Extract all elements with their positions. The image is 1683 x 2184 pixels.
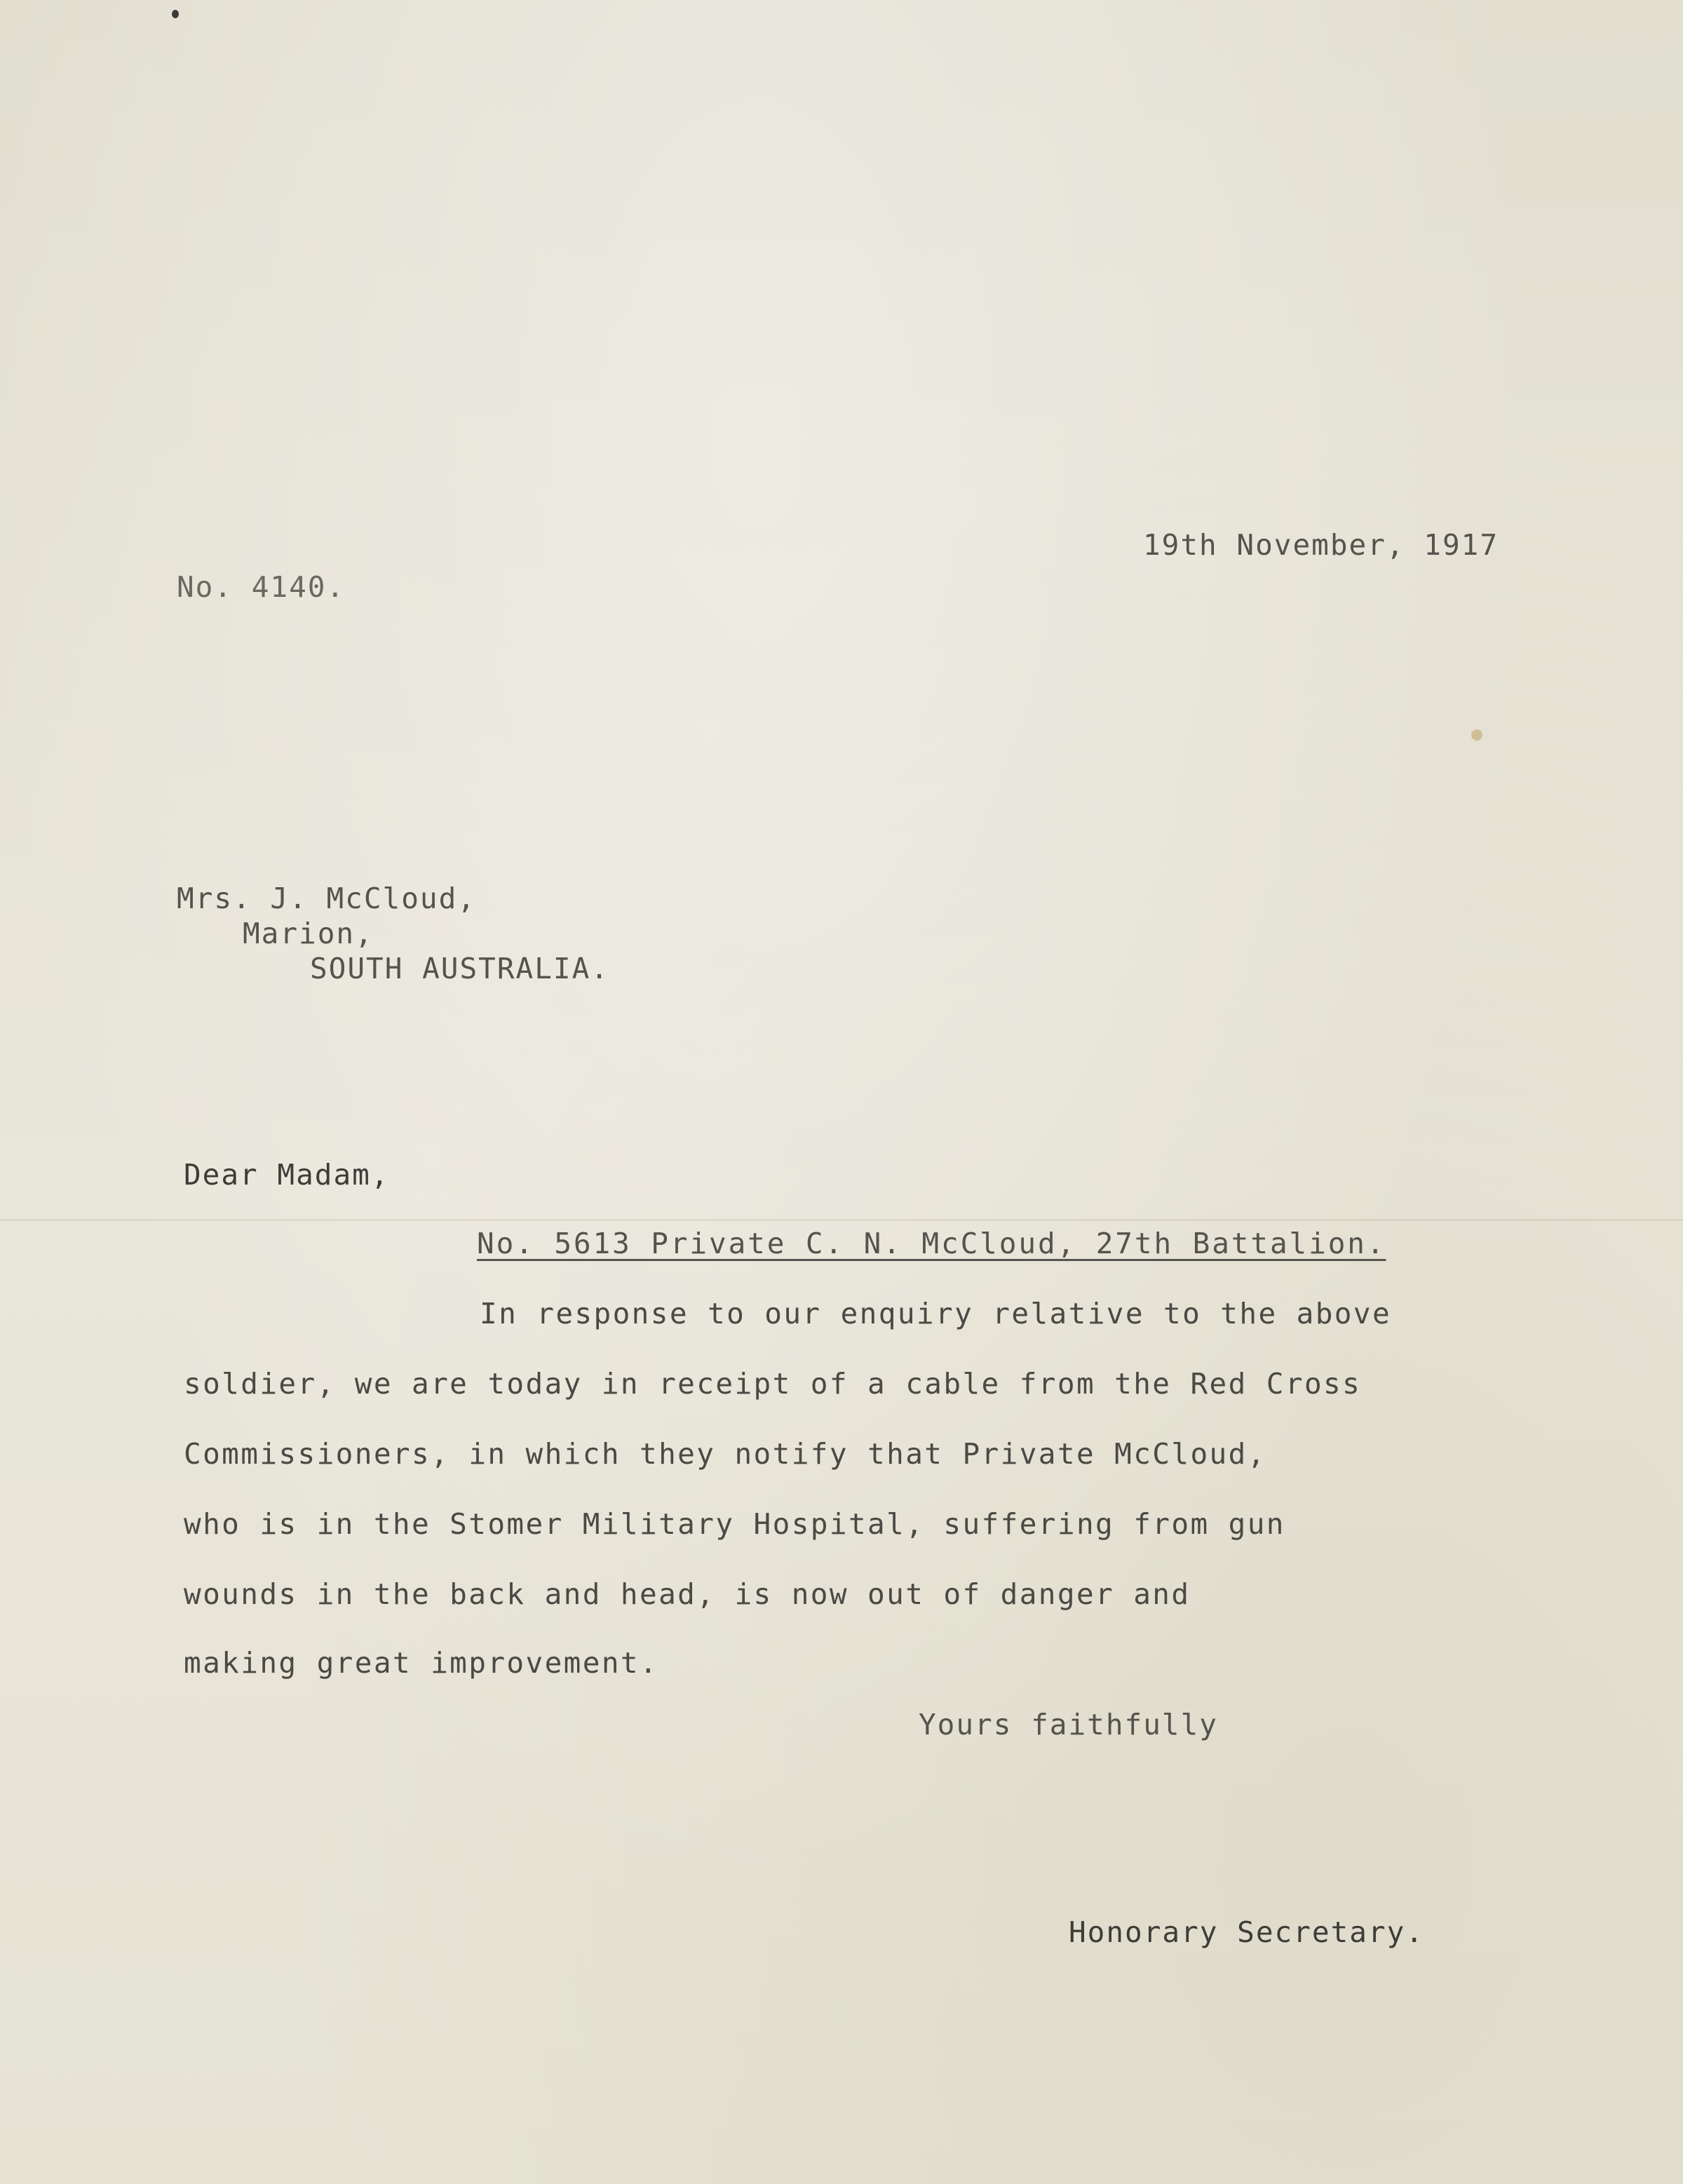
- closing: Yours faithfully: [919, 1708, 1218, 1741]
- body-line-3: Commissioners, in which they notify that Private McCloud,: [184, 1437, 1266, 1471]
- address-line-name: Mrs. J. McCloud,: [177, 882, 476, 915]
- salutation: Dear Madam,: [184, 1158, 390, 1192]
- body-line-6: making great improvement.: [184, 1646, 659, 1680]
- body-line-2: soldier, we are today in receipt of a cable from the Red Cross: [184, 1367, 1362, 1401]
- letter-date: 19th November, 1917: [1143, 528, 1499, 562]
- signature-title: Honorary Secretary.: [1069, 1915, 1424, 1949]
- subject-line: No. 5613 Private C. N. McCloud, 27th Battalion.: [477, 1227, 1386, 1260]
- body-line-5: wounds in the back and head, is now out of danger and: [184, 1577, 1191, 1611]
- address-line-state: SOUTH AUSTRALIA.: [310, 952, 609, 985]
- body-line-1: In response to our enquiry relative to the above: [480, 1297, 1392, 1330]
- ink-speck: [172, 10, 179, 18]
- reference-number: No. 4140.: [177, 570, 346, 604]
- body-line-4: who is in the Stomer Military Hospital, suffering from gun: [184, 1507, 1285, 1541]
- address-line-town: Marion,: [243, 917, 374, 950]
- paper-fold-line: [0, 1219, 1683, 1221]
- paper-stain: [1471, 729, 1482, 741]
